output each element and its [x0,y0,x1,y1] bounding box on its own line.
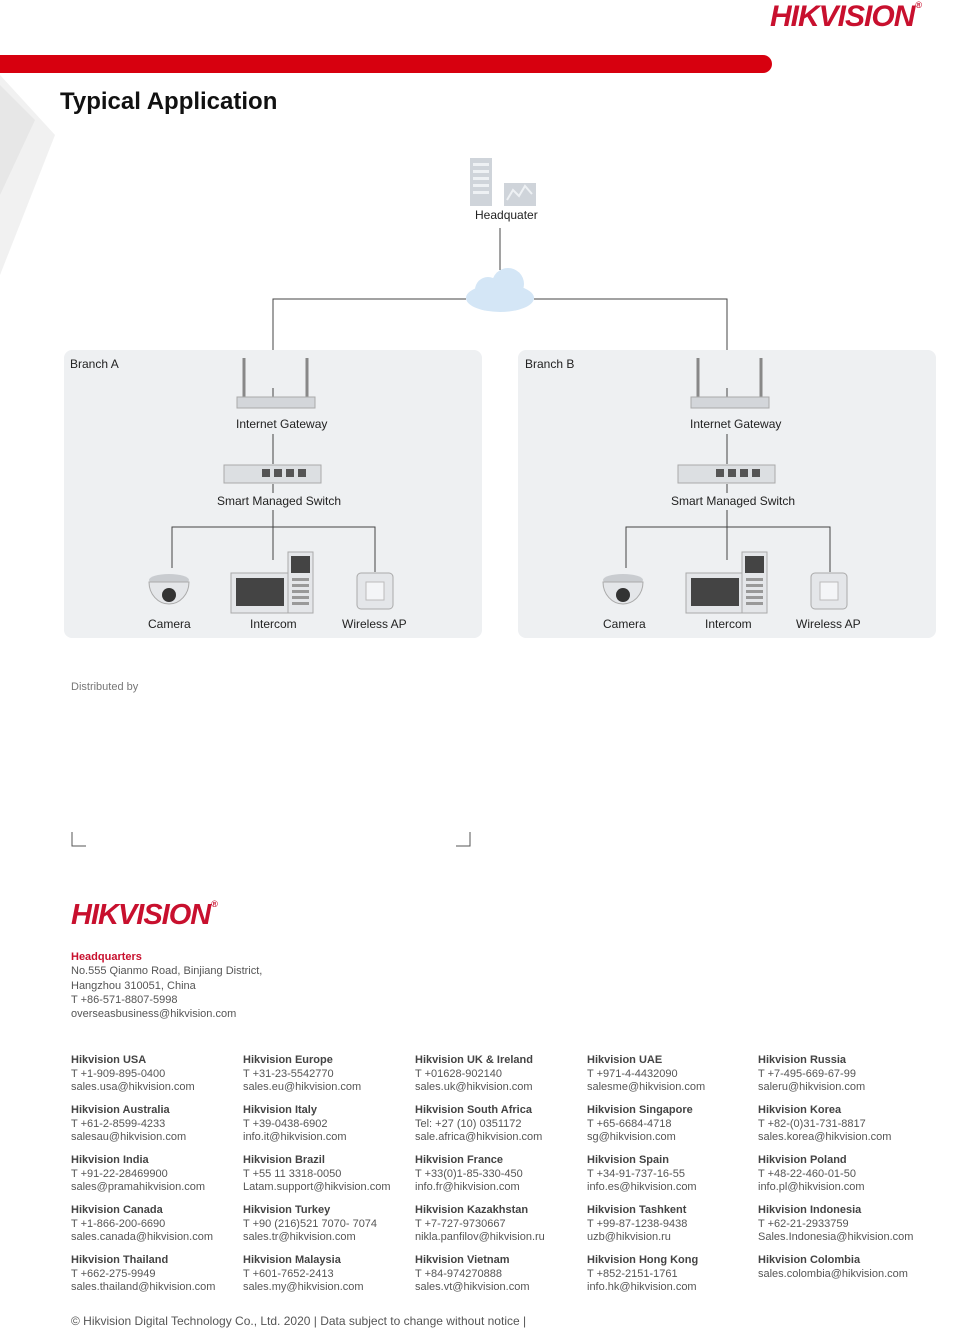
office-phone: T +55 11 3318-0050 [243,1167,342,1180]
office-name: Hikvision Spain [587,1154,669,1166]
office-email: sale.africa@hikvision.com [415,1131,543,1143]
office-entry [243,1254,413,1295]
office-name: Hikvision Kazakhstan [415,1204,529,1216]
registered-mark: ® [915,0,921,10]
registered-mark-bottom: ® [211,899,217,909]
office-phone: T +82-(0)31-731-8817 [758,1117,866,1130]
office-name: Hikvision Brazil [243,1154,325,1166]
office-email: Sales.Indonesia@hikvision.com [758,1231,914,1243]
office-name: Hikvision Turkey [243,1204,331,1216]
office-entry [758,1204,928,1245]
office-phone: T +1-866-200-6690 [71,1217,166,1230]
branch-b-label: Branch B [525,357,575,371]
office-name: Hikvision Thailand [71,1254,169,1266]
office-name: Hikvision Malaysia [243,1254,341,1266]
copyright-footer: © Hikvision Digital Technology Co., Ltd. 2020 | Data subject to change without notice | [71,1314,527,1328]
office-email: sales.tr@hikvision.com [243,1231,356,1243]
office-phone: T +99-87-1238-9438 [587,1217,688,1230]
office-entry [71,1204,241,1245]
office-email: nikla.panfilov@hikvision.ru [415,1231,545,1243]
office-name: Hikvision Korea [758,1104,842,1116]
office-entry [758,1054,928,1095]
switch-icon-b [678,465,775,483]
branch-b-switch-label: Smart Managed Switch [671,494,796,508]
office-entry [415,1104,585,1145]
office-entry [758,1154,928,1195]
office-name: Hikvision Europe [243,1054,333,1066]
office-phone: T +48-22-460-01-50 [758,1167,856,1180]
office-email: sales.uk@hikvision.com [415,1081,533,1093]
office-name: Hikvision UAE [587,1054,663,1066]
office-name: Hikvision Australia [71,1104,170,1116]
office-phone: T +39-0438-6902 [243,1117,328,1130]
branch-b-intercom-label: Intercom [705,617,752,631]
office-email: salesau@hikvision.com [71,1131,187,1143]
office-entry [758,1104,928,1145]
office-phone: T +33(0)1-85-330-450 [415,1167,523,1180]
office-name: Hikvision Tashkent [587,1204,687,1216]
hq-city-line: Hangzhou 310051, China [71,980,196,992]
branch-a-camera-label: Camera [148,617,191,631]
office-name: Hikvision France [415,1154,504,1166]
office-email: info.hk@hikvision.com [587,1281,697,1293]
office-email: sales@pramahikvision.com [71,1181,206,1193]
office-name: Hikvision Poland [758,1154,847,1166]
office-phone: T +65-6684-4718 [587,1117,672,1130]
office-entry [415,1154,585,1195]
office-entry [243,1154,413,1195]
office-email: info.it@hikvision.com [243,1131,347,1143]
office-email: info.fr@hikvision.com [415,1181,520,1193]
office-phone: T +601-7652-2413 [243,1267,334,1280]
office-name: Hikvision Italy [243,1104,317,1116]
office-phone: T +662-275-9949 [71,1267,156,1280]
office-name: Hikvision Indonesia [758,1204,862,1216]
office-phone: T +61-2-8599-4233 [71,1117,166,1130]
hq-label: Headquater [475,208,538,222]
office-email: Latam.support@hikvision.com [243,1181,391,1193]
branch-b-camera-label: Camera [603,617,646,631]
office-email: sales.usa@hikvision.com [71,1081,195,1093]
office-phone: T +34-91-737-16-55 [587,1167,685,1180]
wireless-ap-icon-a [357,573,393,609]
branch-a-ap-label: Wireless AP [342,617,407,631]
office-name: Hikvision USA [71,1054,147,1066]
brand-logo-text: HIKVISION [770,0,915,33]
office-name: Hikvision Colombia [758,1254,861,1266]
office-entry [415,1254,585,1295]
brand-logo-bottom [71,899,217,932]
wireless-ap-icon-b [811,573,847,609]
headquarter-building-icon [470,158,536,206]
office-entry [243,1204,413,1245]
distributor-frame-bottom [0,820,480,860]
office-phone: T +7-495-669-67-99 [758,1067,856,1080]
office-entry [587,1204,757,1245]
office-entry [243,1054,413,1095]
office-phone: T +01628-902140 [415,1067,502,1080]
office-entry [71,1054,241,1095]
office-email: uzb@hikvision.ru [587,1231,671,1243]
office-email: sales.eu@hikvision.com [243,1081,362,1093]
office-name: Hikvision Russia [758,1054,847,1066]
office-entry [415,1204,585,1245]
office-phone: Tel: +27 (10) 0351172 [415,1117,522,1130]
office-phone: T +90 (216)521 7070- 7074 [243,1217,378,1230]
branch-a-intercom-label: Intercom [250,617,297,631]
office-phone: T +7-727-9730667 [415,1217,506,1230]
office-entry [587,1154,757,1195]
office-email: sales.my@hikvision.com [243,1281,364,1293]
office-phone: T +91-22-28469900 [71,1167,168,1180]
office-email: info.pl@hikvision.com [758,1181,865,1193]
office-email: sg@hikvision.com [587,1131,676,1143]
office-entry [71,1104,241,1145]
office-email: info.es@hikvision.com [587,1181,697,1193]
network-diagram [0,0,960,660]
branch-a-switch-label: Smart Managed Switch [217,494,342,508]
office-email: sales.canada@hikvision.com [71,1231,214,1243]
office-name: Hikvision Hong Kong [587,1254,699,1266]
office-phone: T +1-909-895-0400 [71,1067,166,1080]
office-entry [243,1104,413,1145]
office-name: Hikvision India [71,1154,149,1166]
office-name: Hikvision Singapore [587,1104,693,1116]
office-email: sales.thailand@hikvision.com [71,1281,216,1293]
office-email: saleru@hikvision.com [758,1081,866,1093]
headquarters-title: Headquarters [71,951,142,963]
office-name: Hikvision Canada [71,1204,163,1216]
internet-cloud-icon [466,268,534,312]
hq-address-line: No.555 Qianmo Road, Binjiang District, [71,965,263,977]
hq-email: overseasbusiness@hikvision.com [71,1008,237,1020]
hq-phone: T +86-571-8807-5998 [71,994,178,1006]
office-email: sales.vt@hikvision.com [415,1281,530,1293]
office-entry [71,1154,241,1195]
brand-logo-text-bottom: HIKVISION [71,899,211,931]
office-phone: T +971-4-4432090 [587,1067,678,1080]
office-name: Hikvision South Africa [415,1104,532,1116]
branch-b-gateway-label: Internet Gateway [690,417,782,431]
office-phone: T +852-2151-1761 [587,1267,678,1280]
office-email: sales.colombia@hikvision.com [758,1267,908,1280]
office-email: salesme@hikvision.com [587,1081,706,1093]
office-phone: T +31-23-5542770 [243,1067,334,1080]
office-entry [587,1104,757,1145]
branch-b-ap-label: Wireless AP [796,617,861,631]
distributed-by-label: Distributed by [71,681,139,693]
office-name: Hikvision UK & Ireland [415,1054,533,1066]
office-phone: T +62-21-2933759 [758,1217,849,1230]
office-phone: T +84-974270888 [415,1267,502,1280]
office-name: Hikvision Vietnam [415,1254,510,1266]
page-title: Typical Application [60,88,278,115]
office-entry [415,1054,585,1095]
branch-a-gateway-label: Internet Gateway [236,417,328,431]
office-entry [758,1254,928,1281]
switch-icon-a [224,465,321,483]
office-entry [587,1254,757,1295]
office-email: sales.korea@hikvision.com [758,1131,892,1143]
office-entry [71,1254,241,1295]
office-entry [587,1054,757,1095]
branch-a-label: Branch A [70,357,119,371]
